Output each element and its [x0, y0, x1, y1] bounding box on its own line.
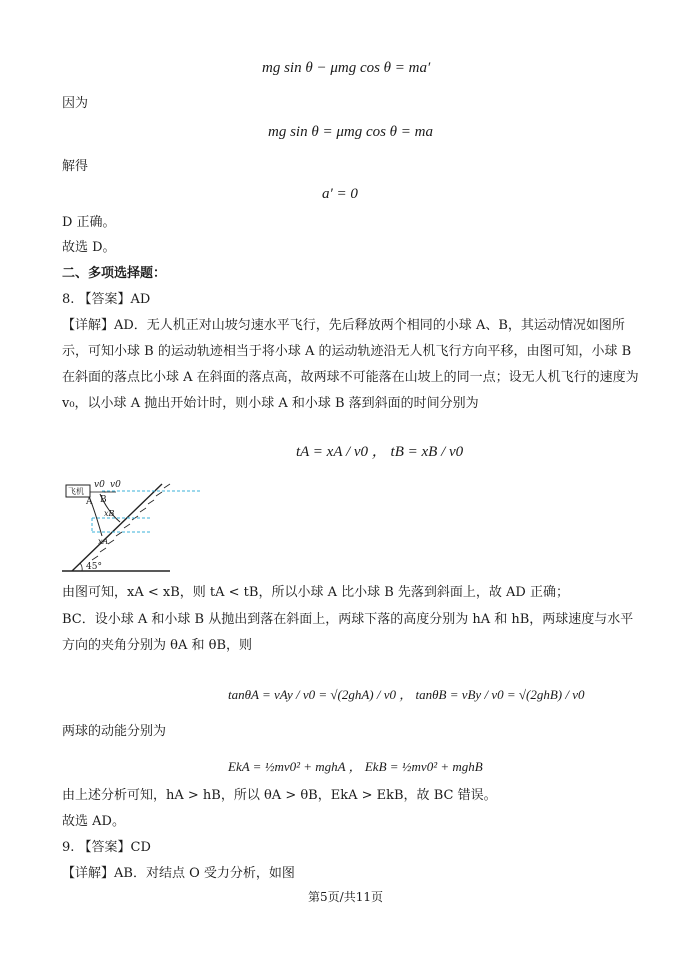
- figure-label-a: A: [86, 497, 93, 507]
- bc-text: BC．设小球 A 和小球 B 从抛出到落在斜面上，两球下落的高度分别为 hA 和 hB，两球速度与水平方向的夹角分别为 θA 和 θB，则: [62, 612, 634, 653]
- text-choose-d: 故选 D。: [62, 240, 116, 255]
- figure-label-b: B: [100, 495, 107, 505]
- figure-label-xb: xB: [104, 509, 115, 518]
- text-solve: 解得: [62, 159, 89, 174]
- section-heading: 二、多项选择题：: [62, 266, 167, 281]
- figure-label-angle: 45°: [86, 562, 102, 572]
- q9-answer: 9. 【答案】CD: [62, 840, 151, 855]
- equation-5: tanθA = vAy / v0 = √(2ghA) / v0 ， tanθB = vBy / v0 = √(2ghB) / v0: [228, 687, 585, 702]
- trajectory-figure: [60, 478, 210, 578]
- equation-1: mg sin θ − μmg cos θ = ma′: [262, 60, 431, 76]
- equation-4: tA = xA / v0 ， tB = xB / v0: [296, 444, 464, 460]
- equation-3: a′ = 0: [322, 186, 358, 202]
- equation-2: mg sin θ = μmg cos θ = ma: [268, 124, 434, 140]
- equation-6: EkA = ½mv0² + mghA ， EkB = ½mv0² + mghB: [228, 759, 483, 774]
- q8-answer: 8. 【答案】AD: [62, 292, 151, 307]
- conclusion-ad: 由图可知，xA < xB，则 tA < tB，所以小球 A 比小球 B 先落到斜面上，故 AD 正确；: [62, 585, 569, 600]
- text-d-correct: D 正确。: [62, 215, 116, 230]
- text-kinetic: 两球的动能分别为: [62, 724, 167, 739]
- figure-label-v0-b: v0: [110, 480, 121, 490]
- q8-detail: 【详解】AD．无人机正对山坡匀速水平飞行，先后释放两个相同的小球 A、B，其运动情况如图所示，可知小球 B 的运动轨迹相当于将小球 A 的运动轨迹沿无人机飞行方向平移，由图可知，小球 B 在斜面的落点比小球 A 在斜面的落点高，故两球不可能落在山坡上的同一点；设无人机飞行的速度为 v₀，以小球 A 抛出开始计时，则小球 A 和小球 B 落到斜面的时间分别为: [62, 318, 639, 411]
- figure-label-v0-a: v0: [94, 480, 105, 490]
- figure-label-xa: xA: [98, 537, 109, 546]
- q9-detail: 【详解】AB．对结点 O 受力分析，如图: [62, 866, 295, 881]
- text-choose-ad: 故选 AD。: [62, 814, 125, 829]
- conclusion-bc: 由上述分析可知，hA > hB，所以 θA > θB，EkA > EkB，故 BC 错误。: [62, 788, 497, 803]
- text-because: 因为: [62, 96, 89, 111]
- figure-label-plane: 飞机: [68, 487, 84, 496]
- page-footer: 第5页/共11页: [308, 890, 383, 904]
